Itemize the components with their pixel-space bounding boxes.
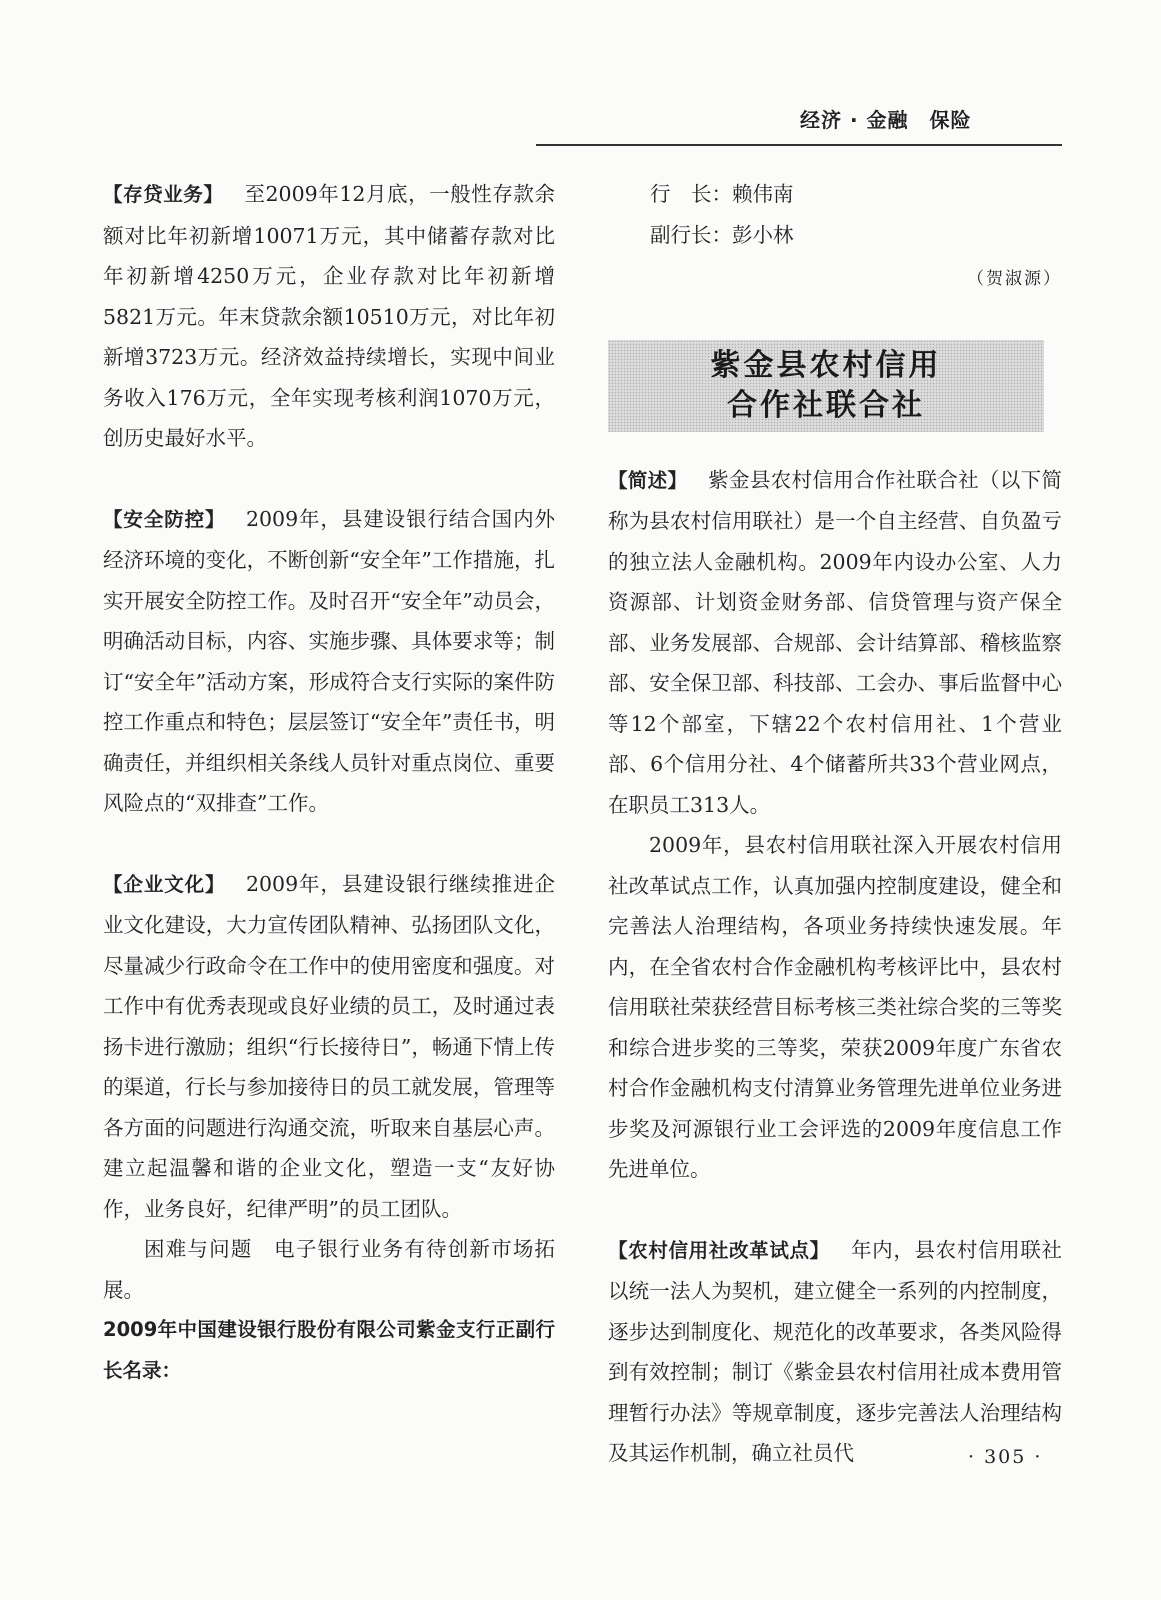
section-header: 经济 · 金融 保险 [800, 108, 972, 132]
article-title-line2: 合作社联合社 [727, 387, 925, 423]
roster-title: 2009年中国建设银行股份有限公司紫金支行正副行长名录： [103, 1318, 555, 1382]
reform-paragraph [608, 1230, 1062, 1474]
reform-tag: 【农村信用社改革试点】 [608, 1238, 830, 1262]
overview-text: 紫金县农村信用合作社联合社（以下简称为县农村信用联社）是一个自主经营、自负盈亏的独立法人金融机构。2009年内设办公室、人力资源部、计划资金财务部、信贷管理与资产保全部、业务发展部、合规部、会计结算部、稽核监察部、安全保卫部、科技部、工会办、事后监督中心等12个部室，下辖22个农村信用社、1个营业部、6个信用分社、4个储蓄所共33个营业网点，在职员工313人。 [608, 467, 1062, 817]
page-number: · 305 · [968, 1446, 1043, 1468]
difficulty-text: 电子银行业务有待创新市场拓展。 [103, 1237, 556, 1302]
right-column [608, 174, 1062, 1474]
security-tag: 【安全防控】 [103, 507, 226, 531]
reform-text: 年内，县农村信用联社以统一法人为契机，建立健全一系列的内控制度，逐步达到制度化、规范化的改革要求，各类风险得到有效控制；制订《紫金县农村信用社成本费用管理暂行办法》等规章制度，逐步完善法人治理结构及其运作机制，确立社员代 [608, 1237, 1062, 1465]
difficulty-label: 困难与问题 [144, 1237, 253, 1261]
culture-paragraph [103, 864, 555, 1230]
officer-president: 行 长：赖伟南 [650, 182, 794, 206]
difficulty-paragraph [103, 1229, 555, 1310]
overview-tag: 【简述】 [608, 468, 688, 492]
deposit-tag: 【存贷业务】 [103, 183, 224, 206]
deposit-paragraph [103, 174, 555, 459]
officer-vice-president: 副行长：彭小林 [650, 222, 794, 247]
deposit-text: 至2009年12月底，一般性存款余额对比年初新增10071万元，其中储蓄存款对比年初新增4250万元，企业存款对比年初新增5821万元。年末贷款余额10510万元，对比年初新增3723万元。经济效益持续增长，实现中间业务收入176万元，全年实现考核利润1070万元，创历史最好水平。 [103, 182, 555, 450]
left-column [103, 174, 555, 1391]
culture-tag: 【企业文化】 [103, 872, 226, 896]
security-text: 2009年，县建设银行结合国内外经济环境的变化，不断创新“安全年”工作措施，扎实开展安全防控工作。及时召开“安全年”动员会，明确活动目标，内容、实施步骤、具体要求等；制订“安全年”活动方案，形成符合支行实际的案件防控工作重点和特色；层层签订“安全年”责任书，明确责任，并组织相关条线人员针对重点岗位、重要风险点的“双排查”工作。 [103, 506, 555, 815]
culture-text: 2009年，县建设银行继续推进企业文化建设，大力宣传团队精神、弘扬团队文化，尽量减少行政命令在工作中的使用密度和强度。对工作中有优秀表现或良好业绩的员工，及时通过表扬卡进行激励；组织“行长接待日”，畅通下情上传的渠道，行长与参加接待日的员工就发展，管理等各方面的问题进行沟通交流，听取来自基层心声。建立起温馨和谐的企业文化，塑造一支“友好协作，业务良好，纪律严明”的员工团队。 [103, 871, 555, 1221]
header-rule [536, 144, 1062, 146]
author-credit: （贺淑源） [967, 269, 1062, 289]
article-title-line1: 紫金县农村信用 [710, 347, 942, 383]
overview-paragraph [608, 460, 1062, 826]
article-title-box [608, 340, 1044, 432]
security-paragraph [103, 499, 555, 824]
overview2-paragraph: 2009年，县农村信用联社深入开展农村信用社改革试点工作，认真加强内控制度建设，健全和完善法人治理结构，各项业务持续快速发展。年内，在全省农村合作金融机构考核评比中，县农村信用联社荣获经营目标考核三类社综合奖的三等奖和综合进步奖的三等奖，荣获2009年度广东省农村合作金融机构支付清算业务管理先进单位业务进步奖及河源银行业工会评选的2009年度信息工作先进单位。 [608, 833, 1062, 1181]
